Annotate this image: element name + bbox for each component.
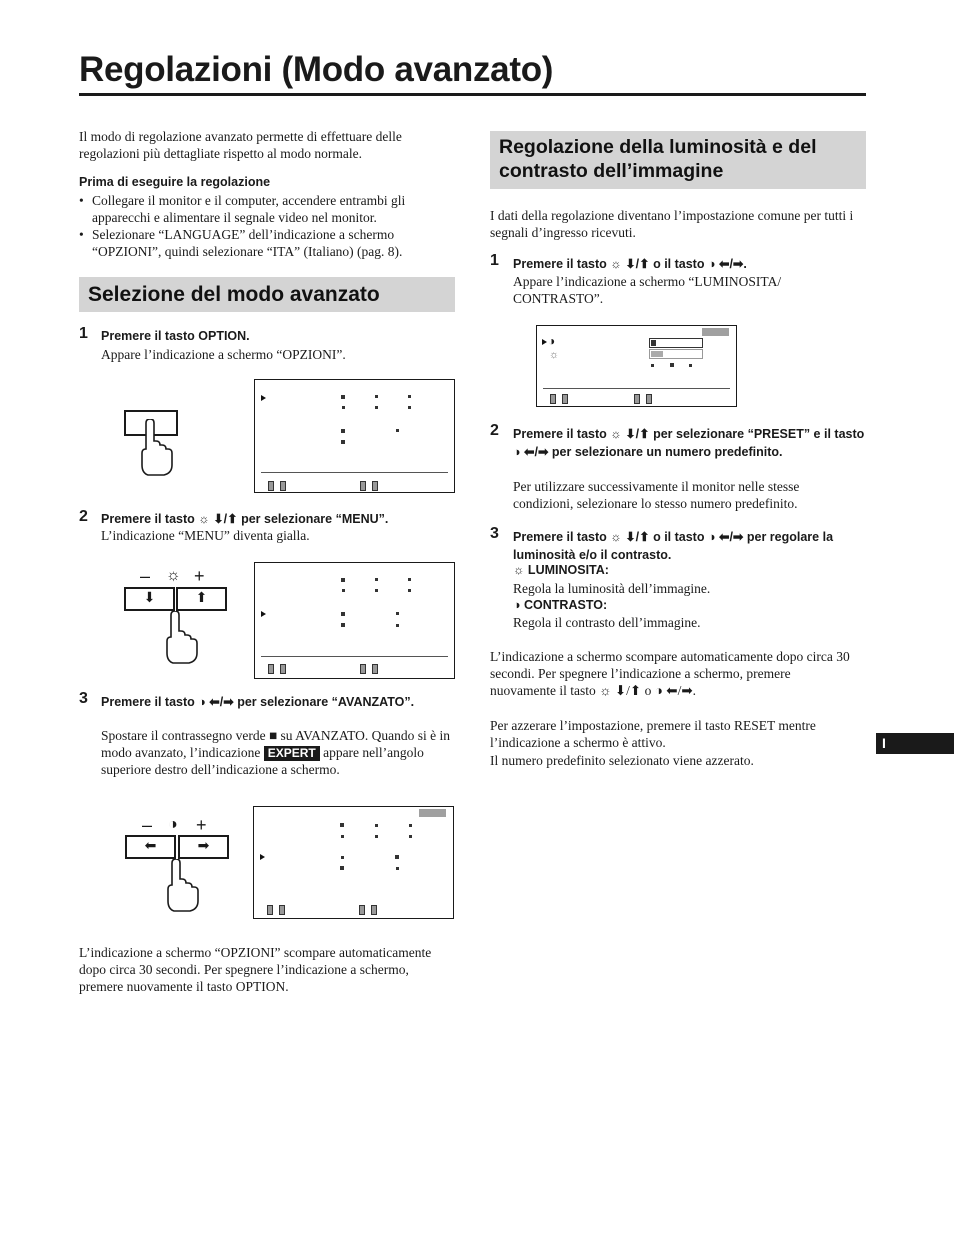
osd-mark bbox=[409, 835, 412, 838]
osd-mark bbox=[375, 824, 378, 827]
osd-mark bbox=[550, 394, 556, 404]
right-step-2-number: 2 bbox=[490, 422, 499, 439]
down-key bbox=[124, 587, 175, 611]
osd-mark bbox=[267, 905, 273, 915]
plus-label: + bbox=[194, 566, 205, 586]
osd-mark bbox=[634, 394, 640, 404]
left-key bbox=[125, 835, 176, 859]
page-title: Regolazioni (Modo avanzato) bbox=[79, 50, 554, 89]
osd-mark bbox=[341, 395, 345, 399]
osd-options-menu bbox=[254, 379, 455, 493]
left-step-2-instruction bbox=[101, 511, 388, 526]
osd-mark bbox=[342, 589, 345, 592]
osd-mark bbox=[341, 440, 345, 444]
left-step-2-number: 2 bbox=[79, 508, 88, 525]
osd-cursor-arrow-icon bbox=[260, 854, 265, 860]
left-step-3-instruction bbox=[101, 694, 431, 711]
osd-mark bbox=[341, 429, 345, 433]
minus-label: – bbox=[140, 566, 151, 586]
osd-mark bbox=[342, 406, 345, 409]
osd-cursor-arrow-icon bbox=[261, 395, 266, 401]
left-step-1-number: 1 bbox=[79, 325, 88, 342]
before-list bbox=[79, 192, 459, 260]
up-arrow-icon: ⬆ bbox=[195, 591, 208, 606]
osd-mark bbox=[268, 481, 274, 491]
luminosita-text: Regola la luminosità dell’immagine. bbox=[513, 581, 711, 596]
osd-mark bbox=[340, 866, 344, 870]
left-step-2-result: L’indicazione “MENU” diventa gialla. bbox=[101, 528, 310, 543]
osd-mark bbox=[375, 395, 378, 398]
osd-mark bbox=[375, 835, 378, 838]
intro-text: Il modo di regolazione avanzato permette di effettuare delle regolazioni più dettagliate rispetto al modo normale. bbox=[79, 129, 402, 161]
osd-mark bbox=[375, 578, 378, 581]
osd-mark bbox=[396, 867, 399, 870]
right-step-1-instruction: Premere il tasto ☼ ⬇/⬆ o il tasto ◑ ⬅/➡. bbox=[513, 257, 747, 271]
minus-label: – bbox=[142, 815, 153, 835]
left-step-3-instruction-b: per selezionare “AVANZATO”. bbox=[233, 695, 415, 709]
osd-mark bbox=[396, 429, 399, 432]
osd-brightness-bar bbox=[649, 349, 703, 359]
left-step-2-instruction-a: Premere il tasto ☼ bbox=[101, 512, 214, 526]
osd-mark bbox=[396, 624, 399, 627]
updown-arrows-icon: ⬇/⬆ bbox=[213, 512, 238, 526]
osd-expert-badge bbox=[419, 809, 446, 817]
osd-divider bbox=[261, 656, 448, 657]
osd-mark bbox=[409, 824, 412, 827]
osd-contrast-bar-fill bbox=[651, 340, 656, 346]
pointing-hand-icon bbox=[160, 859, 200, 913]
osd-mark bbox=[359, 905, 365, 915]
left-step-3-instruction-a: Premere il tasto ◑ bbox=[101, 695, 210, 709]
down-arrow-icon: ⬇ bbox=[143, 591, 156, 606]
contrasto-label: ◑ CONTRASTO: bbox=[513, 598, 608, 612]
osd-mark bbox=[279, 905, 285, 915]
left-step-3-result-a: Spostare il contrassegno verde ■ su AVANZATO. Quando si è in modo avanzato, l’indicazione bbox=[101, 728, 450, 760]
osd-mark bbox=[562, 394, 568, 404]
contrast-icon: ◑ bbox=[168, 816, 178, 833]
right-step-3-number: 3 bbox=[490, 525, 499, 542]
osd-mark bbox=[408, 578, 411, 581]
up-key bbox=[176, 587, 227, 611]
plus-label: + bbox=[196, 815, 207, 835]
osd-mark bbox=[408, 589, 411, 592]
osd-sun-icon: ☼ bbox=[549, 349, 560, 361]
left-step-2-instruction-b: per selezionare “MENU”. bbox=[237, 512, 389, 526]
osd-mark bbox=[670, 363, 674, 367]
left-step-1-result: Appare l’indicazione a schermo “OPZIONI”. bbox=[101, 347, 346, 362]
left-arrow-icon: ⬅ bbox=[144, 839, 157, 854]
left-step-3-number: 3 bbox=[79, 690, 88, 707]
osd-mark bbox=[372, 481, 378, 491]
right-step-1-result: Appare l’indicazione a schermo “LUMINOSITA/ CONTRASTO”. bbox=[513, 274, 782, 306]
osd-contrast-bar bbox=[649, 338, 703, 348]
pointing-hand-icon bbox=[159, 611, 199, 665]
before-heading: Prima di eseguire la regolazione bbox=[79, 175, 271, 189]
expert-badge: EXPERT bbox=[264, 746, 320, 761]
osd-mark bbox=[651, 364, 654, 367]
osd-mark bbox=[340, 823, 344, 827]
leftright-arrows-icon: ⬅/➡ bbox=[209, 695, 234, 709]
osd-cursor-arrow-icon bbox=[542, 339, 547, 345]
language-tab-label: I bbox=[882, 735, 886, 751]
osd-mark bbox=[375, 589, 378, 592]
osd-expert-badge bbox=[702, 328, 729, 336]
title-rule bbox=[79, 93, 866, 96]
osd-brightness-contrast bbox=[536, 325, 737, 407]
osd-mark bbox=[360, 664, 366, 674]
left-footer-text: L’indicazione a schermo “OPZIONI” scompare automaticamente dopo circa 30 secondi. Per spegnere l’indicazione a schermo, premere nuovamente il tasto OPTION. bbox=[79, 945, 432, 994]
osd-expert-mode bbox=[253, 806, 454, 919]
osd-mark bbox=[396, 612, 399, 615]
osd-mark bbox=[341, 612, 345, 616]
contrast-keys-illustration bbox=[120, 815, 232, 915]
osd-cursor-arrow-icon bbox=[261, 611, 266, 617]
osd-mark bbox=[280, 481, 286, 491]
right-section-title: Regolazione della luminosità e del contrasto dell’immagine bbox=[490, 131, 866, 189]
osd-mark bbox=[341, 623, 345, 627]
osd-mark bbox=[280, 664, 286, 674]
osd-mark bbox=[360, 481, 366, 491]
osd-contrast-icon: ◑ bbox=[548, 334, 556, 348]
osd-mark bbox=[646, 394, 652, 404]
pointing-hand-icon bbox=[134, 419, 174, 479]
left-step-3-result bbox=[101, 727, 451, 778]
osd-mark bbox=[408, 395, 411, 398]
osd-menu-selected bbox=[254, 562, 455, 679]
right-step-3-instruction: Premere il tasto ☼ ⬇/⬆ o il tasto ◑ ⬅/➡ per regolare la luminosità e/o il contrasto. bbox=[513, 530, 834, 562]
right-arrow-icon: ➡ bbox=[197, 839, 210, 854]
osd-divider bbox=[261, 472, 448, 473]
osd-mark bbox=[341, 578, 345, 582]
option-key-illustration bbox=[120, 405, 185, 480]
left-section-title: Selezione del modo avanzato bbox=[79, 277, 455, 312]
osd-brightness-bar-fill bbox=[651, 351, 663, 357]
before-bullet-1: • Collegare il monitor e il computer, accendere entrambi gli apparecchi e alimentare il segnale video nel monitor. bbox=[79, 192, 459, 226]
right-intro-text: I dati della regolazione diventano l’impostazione comune per tutti i segnali d’ingresso ricevuti. bbox=[490, 208, 854, 240]
right-step-2-result: Per utilizzare successivamente il monitor nelle stesse condizioni, selezionare lo stesso numero predefinito. bbox=[513, 479, 800, 511]
osd-mark bbox=[371, 905, 377, 915]
osd-mark bbox=[395, 855, 399, 859]
left-step-1-instruction: Premere il tasto OPTION. bbox=[101, 329, 250, 343]
osd-mark bbox=[375, 406, 378, 409]
right-step-1-number: 1 bbox=[490, 252, 499, 269]
right-step-2-instruction: Premere il tasto ☼ ⬇/⬆ per selezionare “PRESET” e il tasto ◑ ⬅/➡ per selezionare un numero predefinito. bbox=[513, 427, 865, 459]
language-tab-marker bbox=[876, 733, 954, 754]
contrasto-text: Regola il contrasto dell’immagine. bbox=[513, 615, 701, 630]
right-paragraph-3: Il numero predefinito selezionato viene azzerato. bbox=[490, 753, 754, 768]
right-paragraph-1: L’indicazione a schermo scompare automaticamente dopo circa 30 secondi. Per spegnere l’indicazione a schermo, premere nuovamente il tasto ☼ ⬇/⬆ o ◑ ⬅/➡. bbox=[490, 649, 850, 698]
sun-icon: ☼ bbox=[166, 567, 181, 584]
osd-mark bbox=[408, 406, 411, 409]
osd-mark bbox=[341, 835, 344, 838]
right-paragraph-2: Per azzerare l’impostazione, premere il tasto RESET mentre l’indicazione a schermo è attivo. bbox=[490, 718, 816, 750]
osd-divider bbox=[543, 388, 730, 389]
osd-mark bbox=[372, 664, 378, 674]
osd-mark bbox=[689, 364, 692, 367]
left-step-3-result-b: appare nell’angolo superiore destro dell’indicazione a schermo. bbox=[101, 745, 424, 777]
right-key bbox=[178, 835, 229, 859]
osd-mark bbox=[268, 664, 274, 674]
luminosita-label: ☼ LUMINOSITA: bbox=[513, 563, 609, 577]
before-bullet-2: • Selezionare “LANGUAGE” dell’indicazione a schermo “OPZIONI”, quindi selezionare “ITA” (Italiano) (pag. 8). bbox=[79, 226, 459, 260]
brightness-keys-illustration bbox=[120, 566, 230, 666]
osd-mark bbox=[341, 856, 344, 859]
